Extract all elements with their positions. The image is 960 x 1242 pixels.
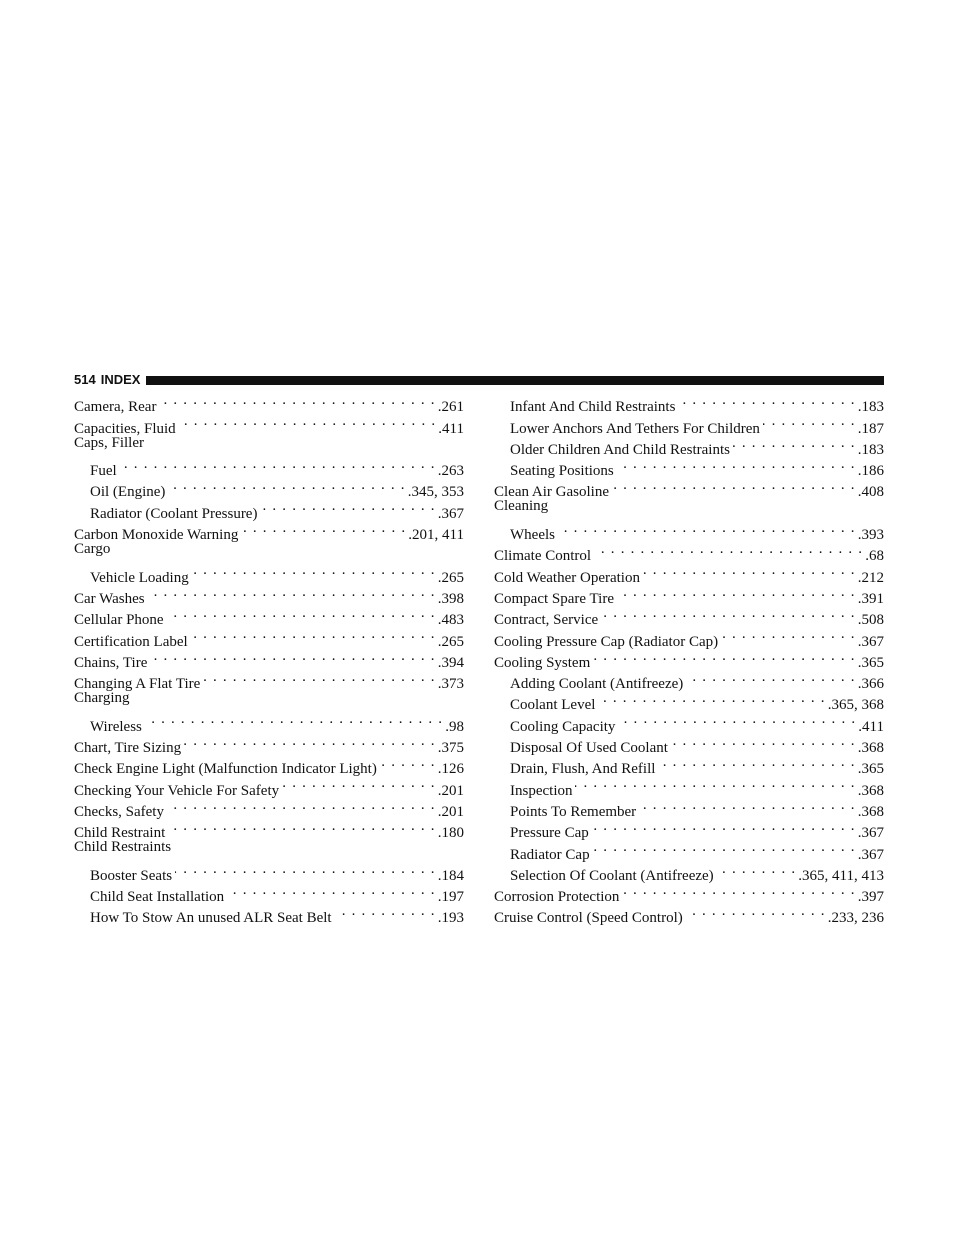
entry-label: Disposal Of Used Coolant — [510, 740, 668, 757]
entry-pages: .373 — [437, 676, 464, 693]
dot-leader — [617, 454, 856, 475]
entry-pages: .263 — [437, 463, 464, 480]
entry-label: Contract, Service — [494, 612, 599, 629]
entry-label: Cargo — [74, 541, 111, 558]
entry-pages: .483 — [437, 612, 464, 629]
entry-pages: .397 — [857, 889, 884, 906]
entry-label: Wheels — [510, 527, 555, 544]
dot-leader — [733, 433, 856, 454]
entry-pages: .345, 353 — [407, 484, 464, 501]
dot-leader — [639, 795, 856, 816]
index-subentry — [74, 454, 464, 480]
index-column-right — [494, 390, 884, 927]
dot-leader — [721, 624, 856, 645]
entry-pages: .197 — [437, 889, 464, 906]
dot-leader — [191, 624, 436, 645]
entry-label: Older Children And Child Restraints — [510, 441, 730, 458]
entry-label: Capacities, Fluid — [74, 420, 176, 437]
entry-label: Certification Label — [74, 633, 188, 650]
dot-leader — [241, 518, 406, 539]
entry-pages: .68 — [865, 548, 884, 565]
entry-pages: .367 — [857, 633, 884, 650]
dot-leader — [167, 603, 436, 624]
dot-leader — [643, 560, 856, 581]
index-column-left — [74, 390, 464, 927]
entry-label: Cold Weather Operation — [494, 569, 640, 586]
entry-label: Lower Anchors And Tethers For Children — [510, 420, 760, 437]
entry-label: Corrosion Protection — [494, 889, 620, 906]
entry-pages: .365 — [857, 654, 884, 671]
dot-leader — [593, 837, 856, 858]
entry-label: How To Stow An unused ALR Seat Belt — [90, 910, 332, 927]
entry-label: Cruise Control (Speed Control) — [494, 910, 683, 927]
entry-label: Infant And Child Restraints — [510, 399, 676, 416]
entry-pages: .367 — [437, 505, 464, 522]
dot-leader — [145, 709, 443, 730]
dot-leader — [594, 539, 863, 560]
entry-pages: .98 — [445, 718, 464, 735]
entry-pages: .126 — [437, 761, 464, 778]
dot-leader — [617, 582, 856, 603]
entry-label: Changing A Flat Tire — [74, 676, 201, 693]
section-title: INDEX — [100, 372, 141, 387]
entry-pages: .375 — [437, 740, 464, 757]
dot-leader — [658, 752, 855, 773]
entry-pages: .186 — [857, 463, 884, 480]
entry-pages: .411 — [438, 420, 464, 437]
entry-label: Carbon Monoxide Warning — [74, 527, 239, 544]
dot-leader — [592, 816, 856, 837]
entry-pages: .187 — [857, 420, 884, 437]
entry-label: Adding Coolant (Antifreeze) — [510, 676, 684, 693]
index-entry — [74, 390, 464, 416]
dot-leader — [168, 816, 436, 837]
dot-leader — [175, 859, 436, 880]
entry-label: Pressure Cap — [510, 825, 589, 842]
entry-pages: .366 — [857, 676, 884, 693]
index-entry — [74, 433, 464, 454]
dot-leader — [558, 518, 856, 539]
dot-leader — [601, 603, 856, 624]
entry-pages: .201 — [437, 782, 464, 799]
entry-label: Points To Remember — [510, 803, 637, 820]
entry-label: Compact Spare Tire — [494, 590, 614, 607]
entry-pages: .508 — [857, 612, 884, 629]
entry-pages: .368 — [857, 782, 884, 799]
entry-pages: .368 — [857, 803, 884, 820]
entry-label: Checking Your Vehicle For Safety — [74, 782, 280, 799]
entry-label: Radiator (Coolant Pressure) — [90, 505, 258, 522]
dot-leader — [686, 667, 855, 688]
dot-leader — [717, 859, 797, 880]
entry-pages: .367 — [857, 846, 884, 863]
dot-leader — [159, 390, 435, 411]
dot-leader — [678, 390, 855, 411]
entry-label: Child Restraints — [74, 839, 172, 856]
dot-leader — [227, 880, 436, 901]
entry-label: Fuel — [90, 463, 117, 480]
entry-pages: .183 — [857, 399, 884, 416]
entry-pages: .408 — [857, 484, 884, 501]
entry-label: Caps, Filler — [74, 434, 144, 451]
dot-leader — [179, 411, 437, 432]
entry-label: Cleaning — [494, 498, 549, 515]
dot-leader — [575, 773, 855, 794]
entry-label: Cooling Pressure Cap (Radiator Cap) — [494, 633, 719, 650]
entry-pages: .193 — [437, 910, 464, 927]
entry-pages: .391 — [857, 590, 884, 607]
entry-label: Inspection — [510, 782, 573, 799]
dot-leader — [150, 646, 435, 667]
dot-leader — [282, 773, 436, 794]
entry-label: Charging — [74, 690, 130, 707]
entry-pages: .201 — [437, 803, 464, 820]
entry-label: Child Restraint — [74, 825, 166, 842]
entry-label: Checks, Safety — [74, 803, 164, 820]
entry-label: Camera, Rear — [74, 399, 157, 416]
entry-pages: .265 — [437, 569, 464, 586]
index-subentry — [74, 859, 464, 884]
dot-leader — [184, 731, 436, 752]
entry-pages: .180 — [437, 825, 464, 842]
entry-pages: .183 — [857, 441, 884, 458]
dot-leader — [612, 475, 856, 496]
dot-leader — [148, 582, 436, 603]
entry-pages: .233, 236 — [827, 910, 884, 927]
dot-leader — [168, 475, 405, 496]
dot-leader — [380, 752, 436, 773]
entry-label: Drain, Flush, And Refill — [510, 761, 656, 778]
header-rule — [146, 376, 884, 385]
entry-pages: .365, 411, 413 — [798, 867, 884, 884]
entry-pages: .184 — [437, 867, 464, 884]
dot-leader — [167, 795, 436, 816]
dot-leader — [686, 901, 826, 922]
entry-label: Radiator Cap — [510, 846, 590, 863]
entry-label: Chart, Tire Sizing — [74, 740, 182, 757]
index-subentry — [74, 560, 464, 586]
entry-pages: .365 — [857, 761, 884, 778]
entry-label: Climate Control — [494, 548, 592, 565]
dot-leader — [763, 411, 856, 432]
index-subentry — [494, 518, 884, 544]
dot-leader — [203, 667, 435, 688]
index-entry — [74, 837, 464, 858]
entry-label: Wireless — [90, 718, 142, 735]
dot-leader — [260, 496, 435, 517]
entry-pages: .365, 368 — [827, 697, 884, 714]
entry-label: Check Engine Light (Malfunction Indicator Light) — [74, 761, 377, 778]
entry-label: Cooling Capacity — [510, 718, 616, 735]
dot-leader — [120, 454, 436, 475]
entry-label: Vehicle Loading — [90, 569, 189, 586]
dot-leader — [671, 731, 856, 752]
entry-pages: .398 — [437, 590, 464, 607]
entry-pages: .212 — [857, 569, 884, 586]
entry-pages: .261 — [437, 399, 464, 416]
entry-label: Chains, Tire — [74, 654, 148, 671]
entry-label: Coolant Level — [510, 697, 596, 714]
entry-label: Cellular Phone — [74, 612, 164, 629]
index-subentry — [74, 475, 464, 501]
dot-leader — [192, 560, 436, 581]
entry-pages: .368 — [857, 740, 884, 757]
entry-label: Child Seat Installation — [90, 889, 225, 906]
dot-leader — [335, 901, 436, 922]
entry-label: Car Washes — [74, 590, 145, 607]
entry-pages: .367 — [857, 825, 884, 842]
entry-label: Booster Seats — [90, 867, 173, 884]
entry-pages: .265 — [437, 633, 464, 650]
entry-label: Cooling System — [494, 654, 591, 671]
index-subentry — [494, 390, 884, 416]
dot-leader — [622, 880, 855, 901]
page-number: 514 — [74, 372, 96, 387]
entry-label: Selection Of Coolant (Antifreeze) — [510, 867, 714, 884]
entry-pages: .201, 411 — [408, 527, 464, 544]
index-subentry — [74, 709, 464, 735]
page-header — [74, 372, 884, 388]
entry-pages: .393 — [857, 527, 884, 544]
entry-label: Oil (Engine) — [90, 484, 166, 501]
entry-pages: .394 — [437, 654, 464, 671]
dot-leader — [598, 688, 825, 709]
entry-label: Clean Air Gasoline — [494, 484, 609, 501]
dot-leader — [618, 709, 856, 730]
entry-label: Seating Positions — [510, 463, 614, 480]
dot-leader — [593, 646, 855, 667]
entry-pages: .411 — [858, 718, 884, 735]
